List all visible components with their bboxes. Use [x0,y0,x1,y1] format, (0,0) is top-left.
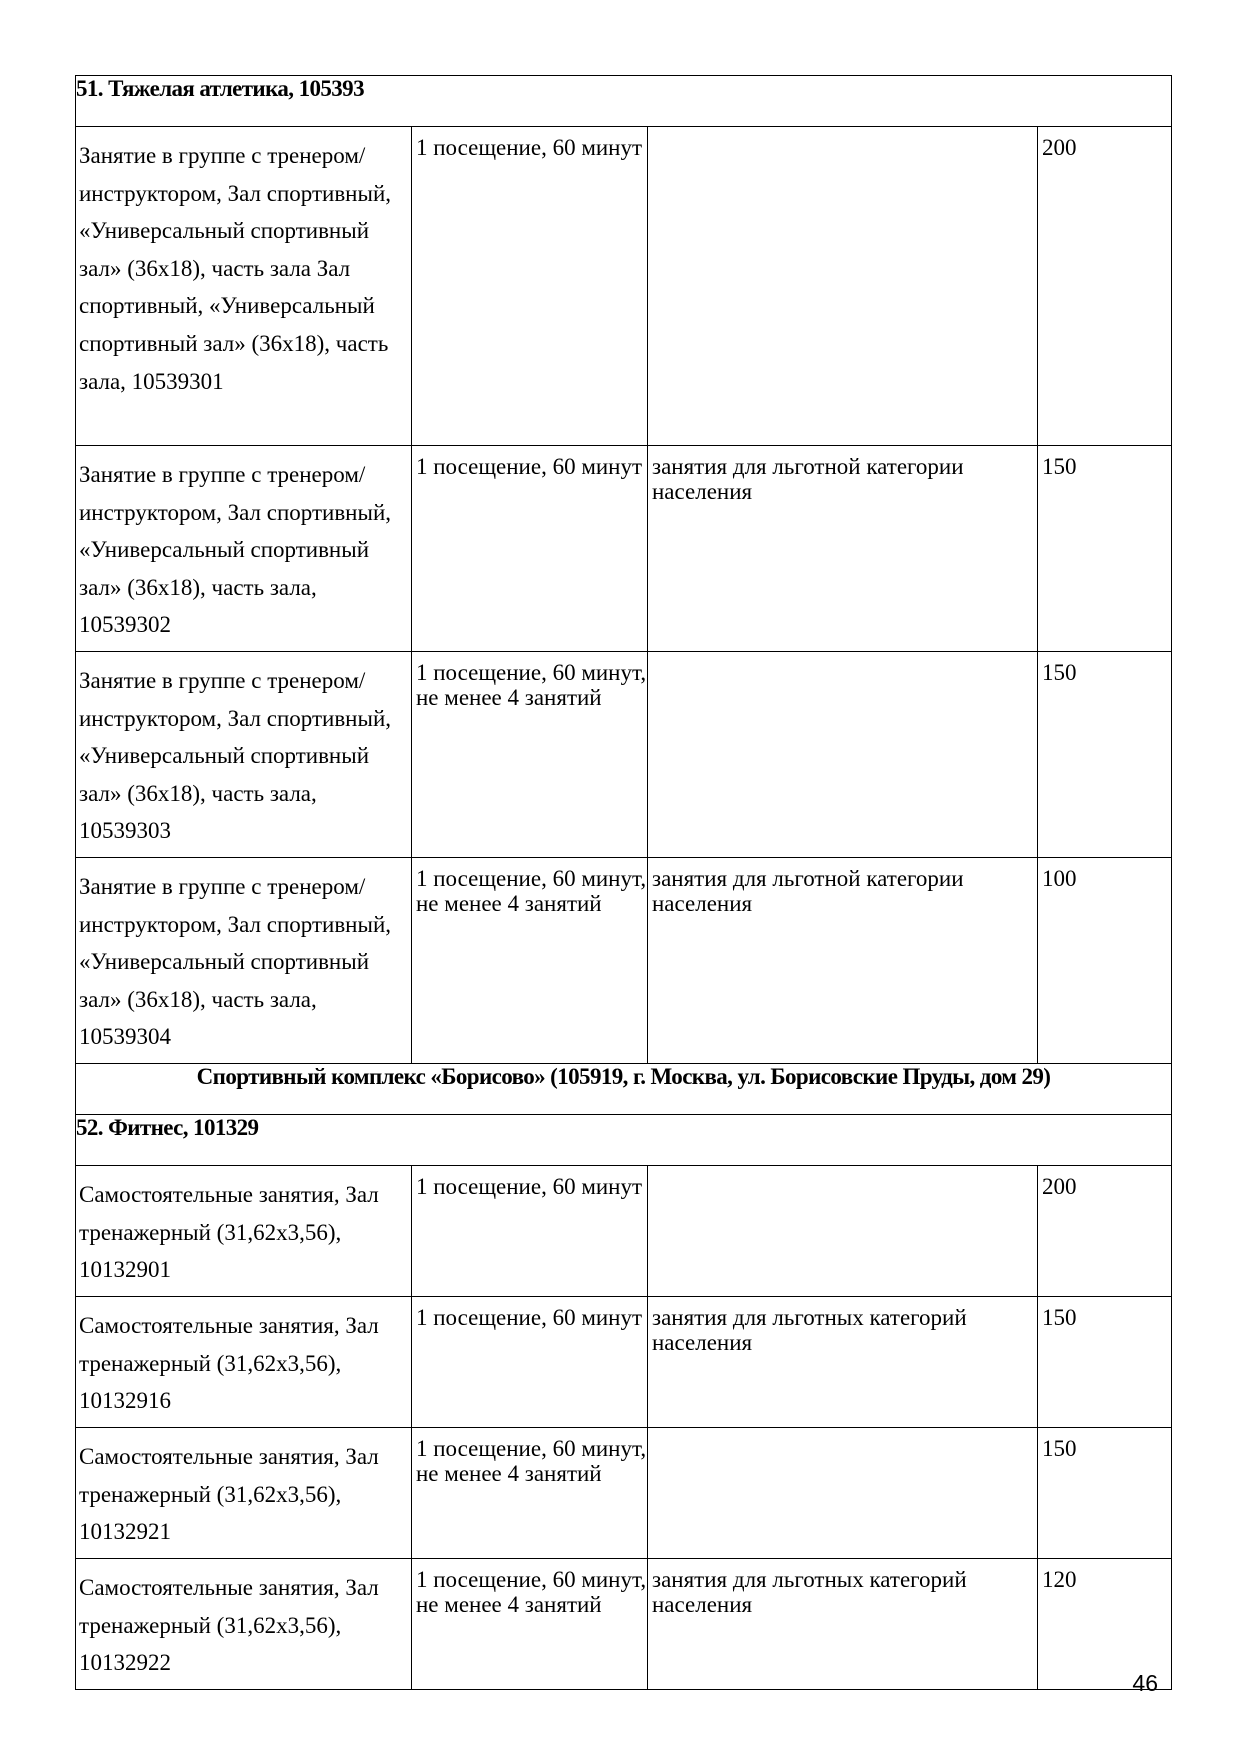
section-header-row [76,76,1172,127]
service-cell: Самостоятельные занятия, Зал тренажерный (31,62х3,56), 10132901 [76,1166,412,1297]
section-header-row [76,1115,1172,1166]
complex-title: Спортивный комплекс «Борисово» (105919, г. Москва, ул. Борисовские Пруды, дом 29) [76,1064,1172,1115]
note-cell: занятия для льготной категории населения [648,446,1038,652]
table-row [76,1559,1172,1690]
price-cell: 150 [1038,652,1172,858]
unit-cell: 1 посещение, 60 минут, не менее 4 занятий [412,652,648,858]
price-cell: 150 [1038,1428,1172,1559]
unit-cell: 1 посещение, 60 минут [412,1166,648,1297]
section-title: 52. Фитнес, 101329 [76,1115,1172,1166]
unit-cell: 1 посещение, 60 минут, не менее 4 занятий [412,1428,648,1559]
table-row [76,1297,1172,1428]
table-row [76,127,1172,446]
price-cell: 150 [1038,446,1172,652]
complex-header-row [76,1064,1172,1115]
price-cell: 100 [1038,858,1172,1064]
unit-cell: 1 посещение, 60 минут [412,127,648,446]
service-cell: Занятие в группе с тренером/инструктором, Зал спортивный, «Универсальный спортивный зал» (36х18), часть зала, 10539304 [76,858,412,1064]
page-number: 46 [1132,1670,1158,1696]
service-cell: Занятие в группе с тренером/инструктором, Зал спортивный, «Универсальный спортивный зал» (36х18), часть зала, 10539302 [76,446,412,652]
service-cell: Самостоятельные занятия, Зал тренажерный (31,62х3,56), 10132922 [76,1559,412,1690]
price-cell: 200 [1038,1166,1172,1297]
table-row [76,652,1172,858]
service-cell: Занятие в группе с тренером/инструктором, Зал спортивный, «Универсальный спортивный зал» (36х18), часть зала Зал спортивный, «Универсальный спортивный зал» (36х18), часть зала, 10539301 [76,127,412,446]
unit-cell: 1 посещение, 60 минут [412,446,648,652]
price-cell: 120 [1038,1559,1172,1690]
unit-cell: 1 посещение, 60 минут, не менее 4 занятий [412,858,648,1064]
note-cell [648,652,1038,858]
note-cell [648,1166,1038,1297]
price-cell: 150 [1038,1297,1172,1428]
table-row [76,1166,1172,1297]
note-cell [648,1428,1038,1559]
note-cell: занятия для льготных категорий населения [648,1559,1038,1690]
service-cell: Занятие в группе с тренером/инструктором, Зал спортивный, «Универсальный спортивный зал» (36х18), часть зала, 10539303 [76,652,412,858]
service-cell: Самостоятельные занятия, Зал тренажерный (31,62х3,56), 10132916 [76,1297,412,1428]
service-cell: Самостоятельные занятия, Зал тренажерный (31,62х3,56), 10132921 [76,1428,412,1559]
table-row [76,858,1172,1064]
note-cell: занятия для льготных категорий населения [648,1297,1038,1428]
note-cell [648,127,1038,446]
price-cell: 200 [1038,127,1172,446]
section-title: 51. Тяжелая атлетика, 105393 [76,76,1172,127]
table-row [76,1428,1172,1559]
price-table [75,75,1172,1690]
unit-cell: 1 посещение, 60 минут, не менее 4 занятий [412,1559,648,1690]
unit-cell: 1 посещение, 60 минут [412,1297,648,1428]
note-cell: занятия для льготной категории населения [648,858,1038,1064]
table-row [76,446,1172,652]
